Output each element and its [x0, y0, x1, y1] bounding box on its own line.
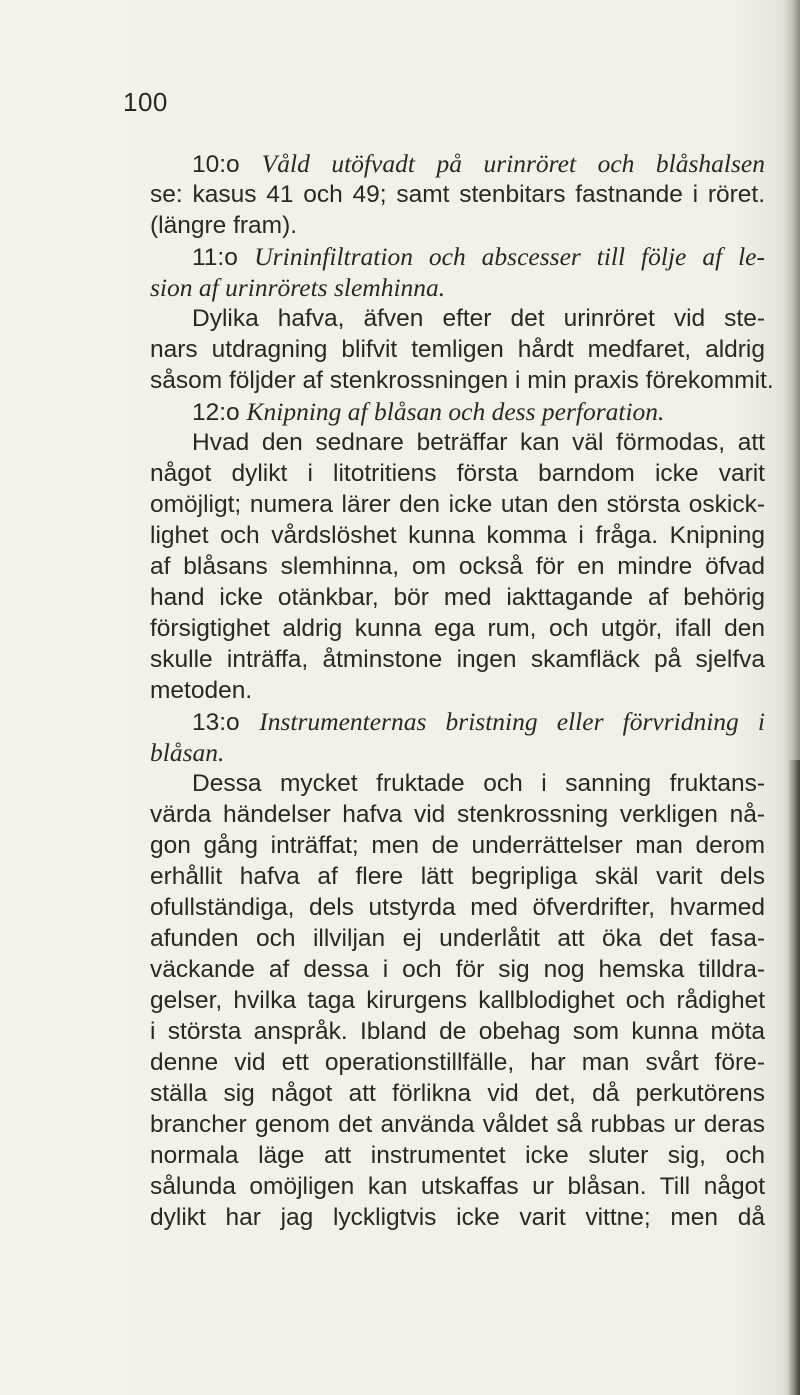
text-line: ofullständiga, dels utstyrda med öfverdrifter, hvarmed	[150, 894, 765, 921]
text-line: ställa sig något att förlikna vid det, då perkutörens	[150, 1080, 765, 1107]
section-title: Våld utöfvadt på urinröret och blåshalsen	[261, 149, 765, 178]
text-line: Hvad den sednare beträffar kan väl förmodas, att	[192, 429, 765, 456]
section-title: Knipning af blåsan och dess perforation.	[246, 397, 665, 426]
section-13	[150, 706, 765, 1233]
text-line: sålunda omöjligen kan utskaffas ur blåsan. Till något	[150, 1173, 765, 1200]
text-line: afunden och illviljan ej underlåtit att öka det fasa-	[150, 925, 765, 952]
section-heading	[150, 148, 765, 179]
section-title: Urininfiltration och abscesser till följe af le-	[254, 242, 765, 271]
text-line: se: kasus 41 och 49; samt stenbitars fastnande i röret.	[150, 181, 765, 208]
text-line: i största anspråk. Ibland de obehag som kunna möta	[150, 1018, 765, 1045]
text-line: dylikt har jag lyckligtvis icke varit vittne; men då	[150, 1204, 765, 1231]
text-line: skulle inträffa, åtminstone ingen skamfläck på sjelfva	[150, 646, 765, 673]
text-line: hand icke otänkbar, bör med iakttagande af behörig	[150, 584, 765, 611]
text-line: erhållit hafva af flere lätt begripliga skäl varit dels	[150, 863, 765, 890]
text-line: omöjligt; numera lärer den icke utan den största oskick-	[150, 491, 765, 518]
text-line: gelser, hvilka taga kirurgens kallblodighet och rådighet	[150, 987, 765, 1014]
text-line: denne vid ett operationstillfälle, har man svårt före-	[150, 1049, 765, 1076]
text-line: gon gång inträffat; men de underrättelser man derom	[150, 832, 765, 859]
text-line: af blåsans slemhinna, om också för en mindre öfvad	[150, 553, 765, 580]
section-title-continued: blåsan.	[150, 738, 225, 767]
section-title: Instrumenternas bristning eller förvridning i	[259, 707, 765, 736]
section-number: 11:o	[192, 244, 238, 271]
text-line: metoden.	[150, 677, 253, 704]
section-number: 12:o	[192, 399, 240, 426]
page-edge-binding	[788, 760, 800, 1395]
text-line: något dylikt i litotritiens första barndom icke varit	[150, 460, 765, 487]
section-title-continued: sion af urinrörets slemhinna.	[150, 273, 446, 302]
section-heading	[150, 241, 765, 272]
section-number: 10:o	[192, 151, 240, 178]
text-line: värda händelser hafva vid stenkrossning verkligen nå-	[150, 801, 765, 828]
section-heading	[150, 396, 765, 427]
text-line: försigtighet aldrig kunna ega rum, och utgör, ifall den	[150, 615, 765, 642]
text-line: brancher genom det använda våldet så rubbas ur deras	[150, 1111, 765, 1138]
section-10	[150, 148, 765, 241]
text-line: Dessa mycket fruktade och i sanning fruktans-	[192, 770, 765, 797]
text-line: väckande af dessa i och för sig nog hemska tilldra-	[150, 956, 765, 983]
section-heading	[150, 706, 765, 737]
text-line: (längre fram).	[150, 212, 298, 239]
text-body	[150, 148, 774, 1233]
section-12	[150, 396, 765, 706]
section-number: 13:o	[192, 709, 240, 736]
page-number: 100	[123, 87, 168, 117]
text-line: lighet och vårdslöshet kunna komma i fråga. Knipning	[150, 522, 765, 549]
section-11	[150, 241, 774, 396]
text-line: nars utdragning blifvit temligen hårdt medfaret, aldrig	[150, 336, 765, 363]
text-line: Dylika hafva, äfven efter det urinröret vid ste-	[192, 305, 765, 332]
text-line: normala läge att instrumentet icke sluter sig, och	[150, 1142, 765, 1169]
text-line: såsom följder af stenkrossningen i min praxis förekommit.	[150, 367, 774, 394]
